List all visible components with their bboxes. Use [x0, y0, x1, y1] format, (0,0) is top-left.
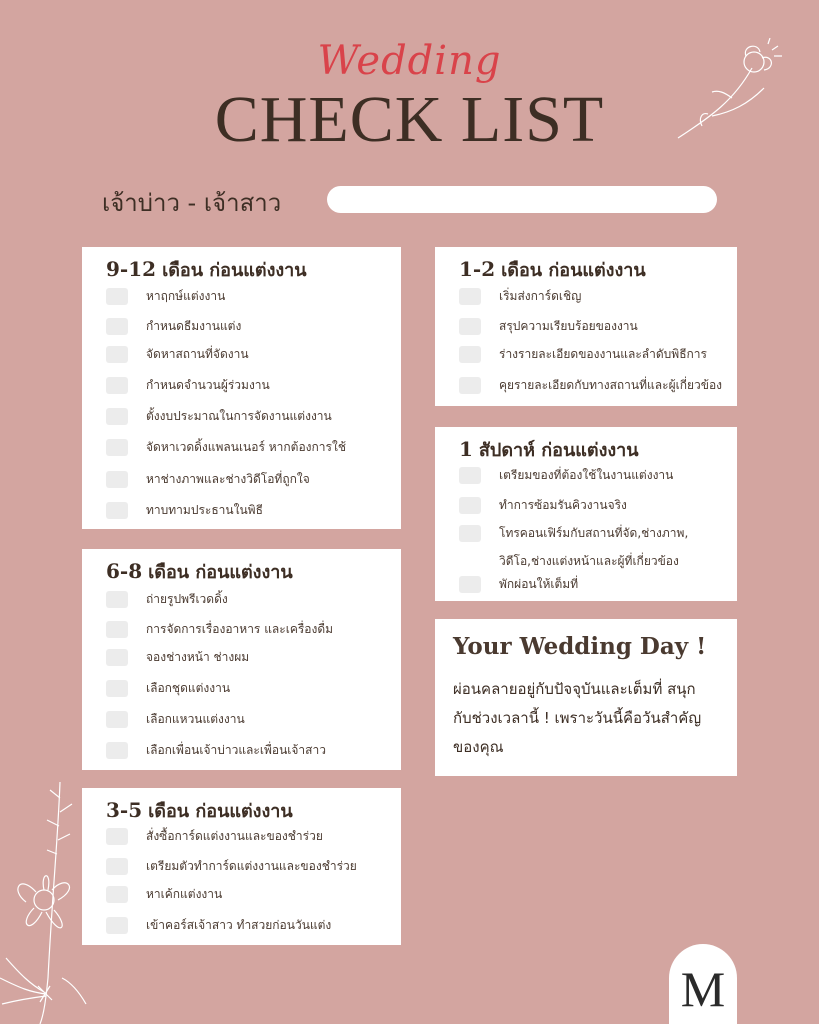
checkbox[interactable] [106, 408, 128, 425]
wedding-script-title: Wedding [317, 38, 502, 84]
checkbox[interactable] [106, 917, 128, 934]
section-title [106, 796, 293, 825]
section-title [459, 255, 646, 284]
section-number: 3-5 [106, 798, 143, 822]
checkbox[interactable] [459, 576, 481, 593]
checklist-item [459, 575, 578, 594]
wedding-day-message: ผ่อนคลายอยู่กับปัจจุบันและเต็มที่ สนุกกับช่วงเวลานี้ ! เพราะวันนี้คือวันสำคัญของคุณ [453, 680, 702, 756]
checklist-item [106, 648, 249, 667]
checklist-item [106, 620, 333, 639]
section-heading: เดือน ก่อนแต่งงาน [148, 562, 293, 583]
checklist-item [106, 590, 228, 609]
section-heading: เดือน ก่อนแต่งงาน [501, 260, 646, 281]
checkbox[interactable] [106, 502, 128, 519]
item-label: เตรียมของที่ต้องใช้ในงานแต่งงาน [499, 468, 674, 482]
checkbox[interactable] [106, 377, 128, 394]
checkbox[interactable] [459, 525, 481, 542]
checkbox[interactable] [459, 288, 481, 305]
item-label: ทำการซ้อมรันคิวงานจริง [499, 498, 627, 512]
checklist-item [106, 407, 332, 426]
checklist-item [106, 317, 241, 336]
section-number: 6-8 [106, 559, 143, 583]
checkbox[interactable] [459, 318, 481, 335]
item-label: ร่างรายละเอียดของงานและลำดับพิธีการ [499, 347, 707, 361]
checklist-item [106, 916, 331, 935]
checkbox[interactable] [106, 318, 128, 335]
checklist-item [106, 438, 346, 457]
checkbox[interactable] [106, 711, 128, 728]
checkbox[interactable] [106, 680, 128, 697]
section-1-2-months [435, 247, 737, 406]
logo-letter: M [680, 961, 726, 1017]
section-heading: สัปดาห์ ก่อนแต่งงาน [478, 440, 639, 461]
item-label: เลือกแหวนแต่งงาน [146, 712, 245, 726]
checklist-item [459, 466, 673, 485]
checkbox[interactable] [106, 346, 128, 363]
section-number: 1 [459, 437, 473, 461]
wedding-day-card [435, 619, 737, 776]
checklist-item [459, 376, 722, 395]
item-label: การจัดการเรื่องอาหาร และเครื่องดื่ม [146, 622, 334, 636]
item-label: เริ่มส่งการ์ดเชิญ [499, 289, 582, 303]
item-label: กำหนดธีมงานแต่ง [146, 319, 242, 333]
section-title [106, 557, 293, 586]
wedding-day-title: Your Wedding Day ! [453, 633, 707, 660]
checklist-item [459, 345, 707, 364]
item-label: สรุปความเรียบร้อยของงาน [499, 319, 638, 333]
item-label: สั่งซื้อการ์ดแต่งงานและของชำร่วย [146, 829, 323, 843]
checklist-item [106, 679, 230, 698]
checkbox[interactable] [459, 497, 481, 514]
checkbox[interactable] [106, 742, 128, 759]
item-label: โทรคอนเฟิร์มกับสถานที่จัด,ช่างภาพ, วิดีโอ,ช่างแต่งหน้าและผู้ที่เกี่ยวข้อง [499, 526, 689, 568]
checkbox[interactable] [459, 467, 481, 484]
item-label: เลือกเพื่อนเจ้าบ่าวและเพื่อนเจ้าสาว [146, 743, 326, 757]
item-label: ตั้งงบประมาณในการจัดงานแต่งงาน [146, 409, 332, 423]
section-9-12-months [82, 247, 401, 529]
item-label: คุยรายละเอียดกับทางสถานที่และผู้เกี่ยวข้อง [499, 378, 723, 392]
checkbox[interactable] [106, 621, 128, 638]
checkbox[interactable] [106, 858, 128, 875]
item-label: เข้าคอร์สเจ้าสาว ทำสวยก่อนวันแต่ง [146, 918, 332, 932]
section-heading: เดือน ก่อนแต่งงาน [162, 260, 307, 281]
checklist-item [106, 741, 326, 760]
checkbox[interactable] [106, 288, 128, 305]
checklist-item [459, 317, 638, 336]
checkbox[interactable] [106, 439, 128, 456]
checklist-item [106, 827, 323, 846]
section-title [459, 435, 639, 464]
checkbox[interactable] [106, 828, 128, 845]
checklist-item [106, 470, 310, 489]
item-label: จองช่างหน้า ช่างผม [146, 650, 250, 664]
section-title [106, 255, 307, 284]
checkbox[interactable] [106, 649, 128, 666]
item-label: หาฤกษ์แต่งงาน [146, 289, 226, 303]
section-1-week [435, 427, 737, 601]
checklist-item [106, 710, 245, 729]
checklist-item [106, 501, 263, 520]
section-heading: เดือน ก่อนแต่งงาน [148, 801, 293, 822]
item-label: หาเค้กแต่งงาน [146, 887, 223, 901]
checklist-item [106, 376, 270, 395]
couple-name-field[interactable] [327, 186, 717, 213]
checklist-item [459, 519, 719, 575]
section-3-5-months [82, 788, 401, 945]
item-label: กำหนดจำนวนผู้ร่วมงาน [146, 378, 270, 392]
item-label: จัดหาเวดดิ้งแพลนเนอร์ หากต้องการใช้ [146, 440, 346, 454]
item-label: เลือกชุดแต่งงาน [146, 681, 231, 695]
checkbox[interactable] [106, 471, 128, 488]
section-6-8-months [82, 549, 401, 770]
item-label: จัดหาสถานที่จัดงาน [146, 347, 249, 361]
item-label: ถ่ายรูปพรีเวดดิ้ง [146, 592, 228, 606]
item-label: เตรียมตัวทำการ์ดแต่งงานและของชำร่วย [146, 859, 357, 873]
item-label: หาช่างภาพและช่างวิดีโอที่ถูกใจ [146, 472, 310, 486]
flower-sketch-bottom-left [0, 778, 96, 1024]
checkbox[interactable] [106, 591, 128, 608]
item-label: ทาบทามประธานในพิธี [146, 503, 263, 517]
checkbox[interactable] [459, 377, 481, 394]
checklist-item [106, 345, 249, 364]
checkbox[interactable] [459, 346, 481, 363]
checkbox[interactable] [106, 886, 128, 903]
checklist-item [459, 496, 627, 515]
section-number: 1-2 [459, 257, 496, 281]
item-label: พักผ่อนให้เต็มที่ [499, 577, 579, 591]
checklist-item [106, 287, 225, 306]
brand-logo [669, 944, 737, 1024]
section-number: 9-12 [106, 257, 157, 281]
couple-name-label: เจ้าบ่าว - เจ้าสาว [102, 189, 282, 217]
checklist-item [106, 885, 222, 904]
checklist-item [459, 287, 581, 306]
checklist-main-title: CHECK LIST [214, 83, 605, 156]
checklist-item [106, 857, 357, 876]
